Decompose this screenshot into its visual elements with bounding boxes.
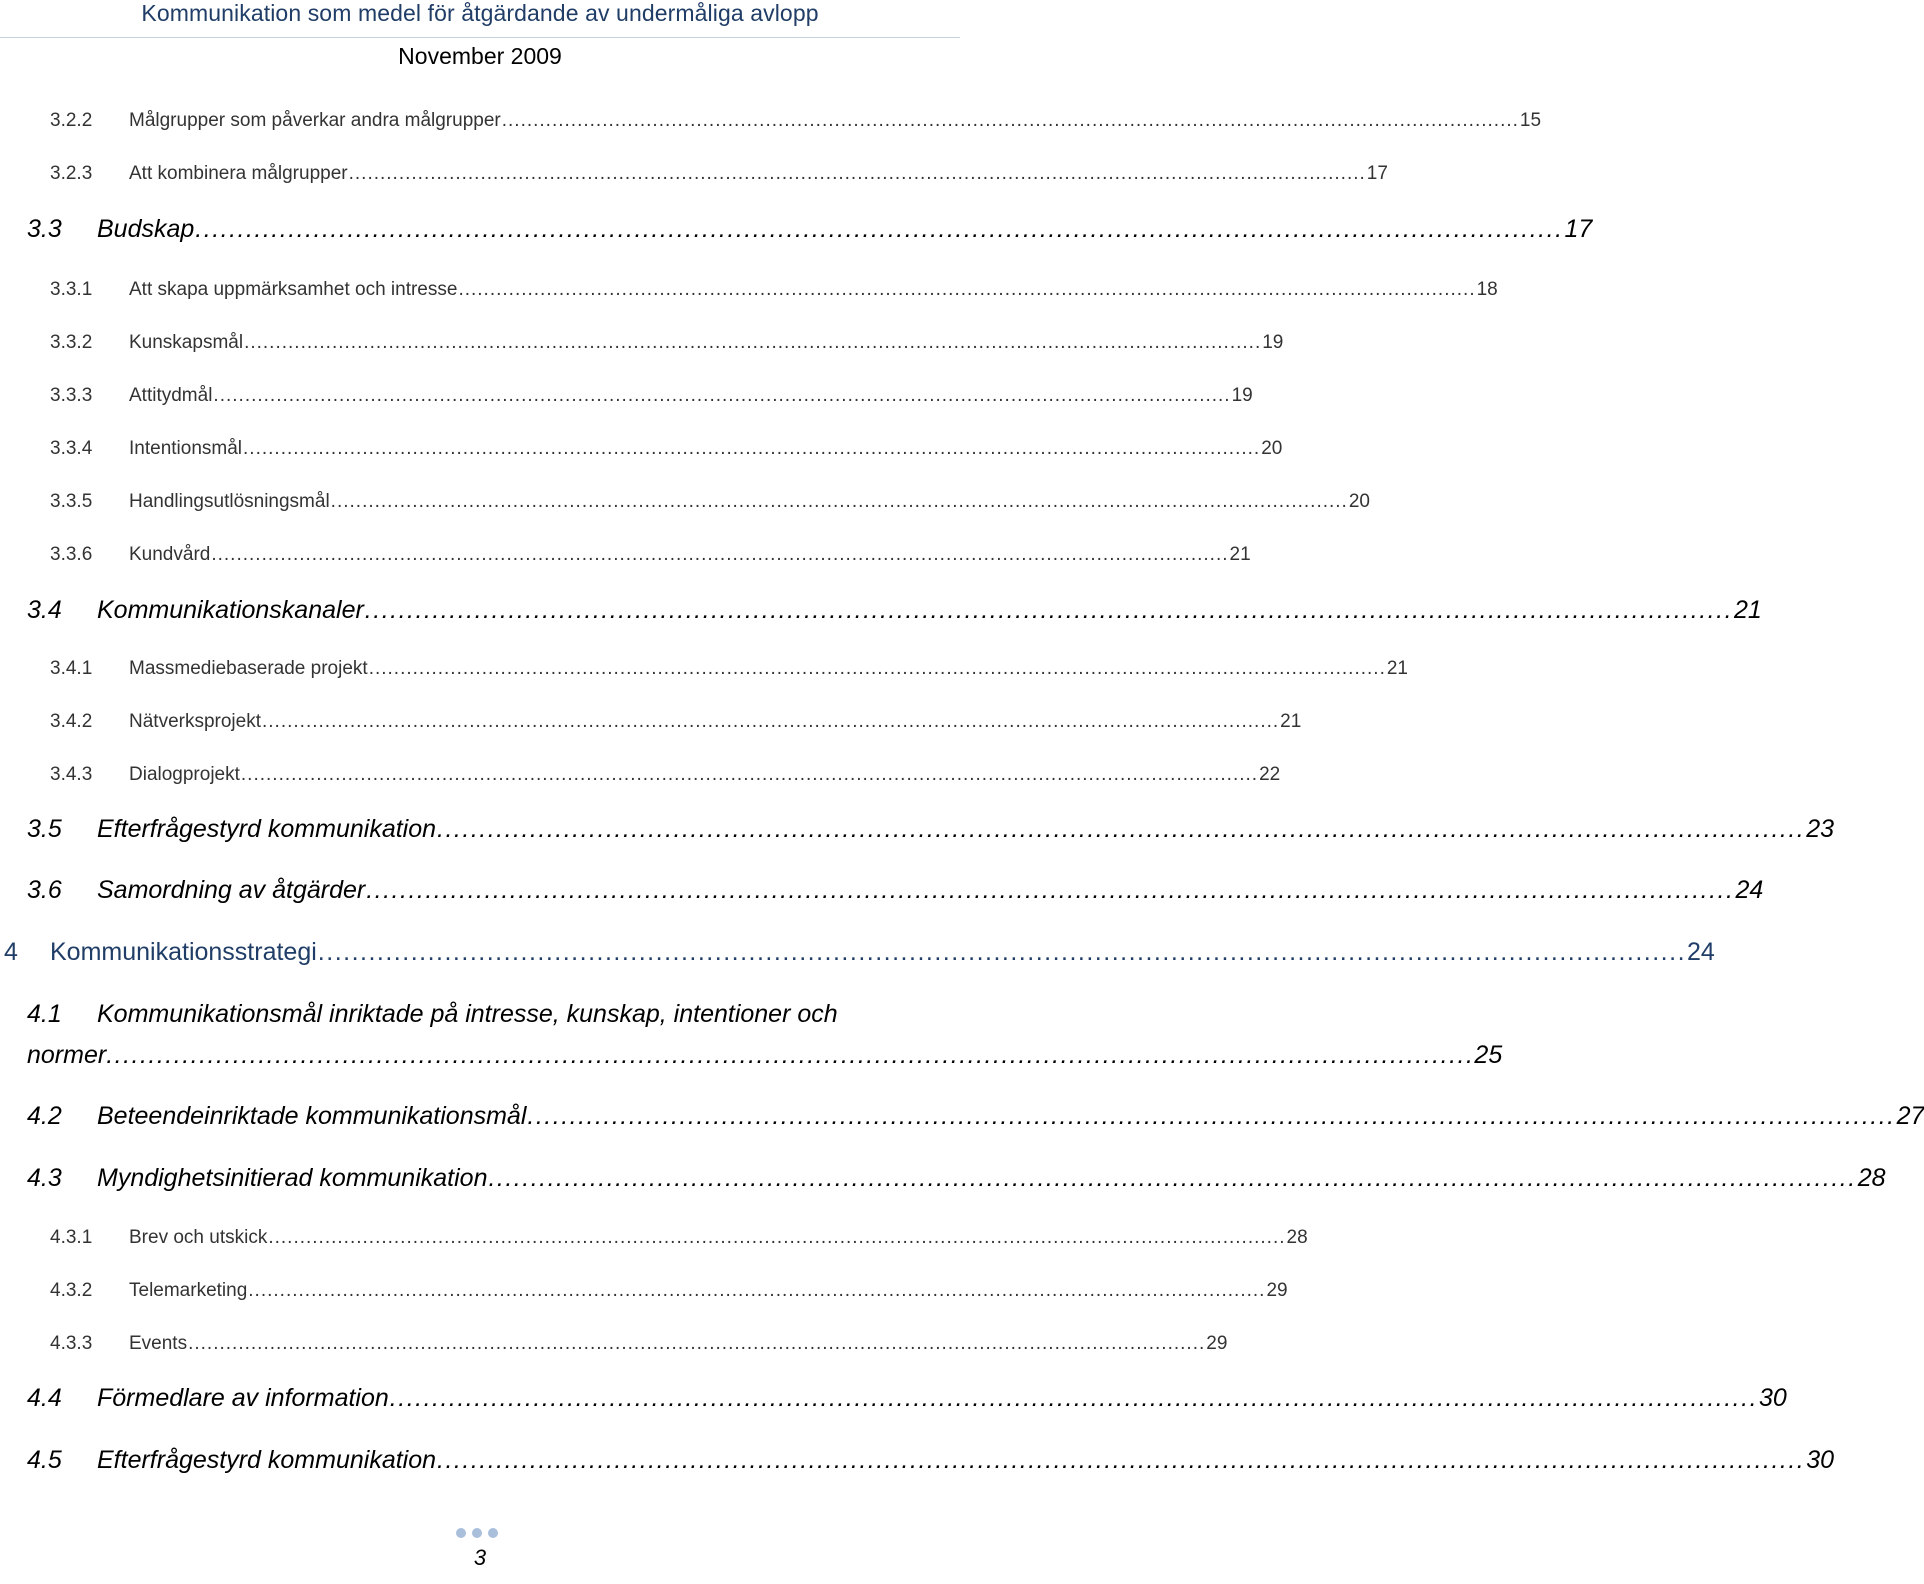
toc-entry[interactable] [50,332,1284,354]
toc-entry-label: Intentionsmål [129,438,243,459]
toc-entry-label: Nätverksprojekt [129,711,261,732]
toc-entry-number: 3.6 [27,876,62,904]
toc-entry-number: 3.3 [27,215,62,243]
toc-entry-label: Beteendeinriktade kommunikationsmål [97,1102,527,1130]
toc-entry[interactable] [50,438,1283,460]
toc-entry-page: 19 [1262,332,1284,353]
toc-leader-dots: .................................................................................................................................................................. [213,385,1231,406]
toc-entry[interactable] [27,815,1835,844]
toc-entry-page: 28 [1857,1164,1886,1192]
toc-entry-label: Dialogprojekt [129,764,240,785]
toc-leader-dots: .................................................................................................................................................................. [437,815,1806,843]
toc-entry-label: Brev och utskick [129,1227,268,1248]
toc-entry-label: Telemarketing [129,1280,248,1301]
toc-entry[interactable] [50,385,1253,407]
toc-entry-number: 3.2.3 [50,163,93,184]
toc-entry-label: Budskap [97,215,195,243]
toc-entry-number: 4.3.3 [50,1333,93,1354]
toc-entry-label: Events [129,1333,188,1354]
toc-entry-label: Förmedlare av information [97,1384,389,1412]
toc-leader-dots: .................................................................................................................................................................. [488,1164,1857,1192]
toc-entry-number: 3.5 [27,815,62,843]
toc-entry-number: 3.4.1 [50,658,93,679]
toc-entry-number: 4.1 [27,1000,62,1028]
toc-leader-dots: .................................................................................................................................................................. [330,491,1348,512]
toc-entry-number: 4.2 [27,1102,62,1130]
toc-entry-page: 17 [1366,163,1388,184]
toc-entry[interactable] [50,1227,1308,1249]
toc-entry[interactable] [27,215,1593,244]
toc-entry-page: 29 [1206,1333,1228,1354]
toc-entry-page: 30 [1806,1446,1835,1474]
toc-entry[interactable] [50,658,1408,680]
toc-leader-dots: .................................................................................................................................................................. [106,1041,1475,1069]
toc-entry-page: 21 [1280,711,1302,732]
toc-entry[interactable] [50,1333,1228,1355]
toc-leader-dots: .................................................................................................................................................................. [368,658,1386,679]
running-header [0,0,960,38]
toc-entry-label: Attitydmål [129,385,213,406]
toc-entry-page: 21 [1229,544,1251,565]
toc-entry[interactable] [50,711,1302,733]
toc-leader-dots: .................................................................................................................................................................. [243,438,1261,459]
toc-entry-label-continued: normer [27,1041,107,1069]
toc-entry-label: Kundvård [129,544,211,565]
toc-entry-label: Samordning av åtgärder [97,876,366,904]
toc-entry-page: 22 [1259,764,1281,785]
toc-leader-dots: .................................................................................................................................................................. [268,1227,1286,1248]
toc-entry-number: 4.3.2 [50,1280,93,1301]
toc-leader-dots: .................................................................................................................................................................. [244,332,1262,353]
footer-dot [472,1528,482,1538]
toc-entry-label: Efterfrågestyrd kommunikation [97,1446,437,1474]
toc-entry-number: 4.5 [27,1446,62,1474]
toc-entry-page: 17 [1564,215,1593,243]
toc-leader-dots: .................................................................................................................................................................. [437,1446,1806,1474]
toc-leader-dots: .................................................................................................................................................................. [248,1280,1266,1301]
toc-entry-page: 15 [1519,110,1542,131]
toc-entry-page: 20 [1348,491,1370,512]
toc-entry-page: 23 [1806,815,1835,843]
footer-dot [488,1528,498,1538]
toc-entry-label: Kunskapsmål [129,332,244,353]
toc-leader-dots: .................................................................................................................................................................. [188,1333,1206,1354]
toc-entry-number: 3.4 [27,596,62,624]
toc-entry[interactable] [27,596,1762,625]
toc-entry-label: Handlingsutlösningsmål [129,491,330,512]
toc-entry-page: 24 [1735,876,1764,904]
toc-leader-dots: .................................................................................................................................................................. [195,215,1564,243]
toc-entry-number: 3.4.3 [50,764,93,785]
toc-entry-number: 4.3 [27,1164,62,1192]
toc-entry-page: 28 [1286,1227,1308,1248]
toc-entry-label: Att kombinera målgrupper [129,163,348,184]
toc-entry-number: 3.3.2 [50,332,93,353]
toc-entry-number: 3.2.2 [50,110,93,131]
footer-dot [456,1528,466,1538]
toc-leader-dots: .................................................................................................................................................................. [458,279,1476,300]
toc-entry[interactable] [27,1000,1503,1070]
toc-entry-page: 21 [1734,596,1762,624]
toc-entry-label: Efterfrågestyrd kommunikation [97,815,437,843]
toc-entry-label: Kommunikationskanaler [97,596,364,624]
toc-leader-dots: .................................................................................................................................................................. [211,544,1229,565]
toc-entry[interactable] [27,1384,1787,1413]
toc-leader-dots: .................................................................................................................................................................. [389,1384,1759,1412]
toc-entry[interactable] [27,1102,1924,1131]
toc-entry[interactable] [50,163,1388,185]
toc-entry[interactable] [27,876,1764,905]
toc-entry-page: 19 [1231,385,1253,406]
document-date: November 2009 [398,43,562,69]
toc-entry[interactable] [27,1446,1835,1475]
toc-entry-label: Målgrupper som påverkar andra målgrupper [129,110,501,131]
toc-entry-page: 24 [1687,938,1715,966]
toc-entry-label: Att skapa uppmärksamhet och intresse [129,279,458,300]
toc-leader-dots: .................................................................................................................................................................. [262,711,1280,732]
toc-entry-page: 30 [1759,1384,1787,1412]
toc-leader-dots: .................................................................................................................................................................. [317,938,1687,966]
toc-leader-dots: .................................................................................................................................................................. [364,596,1734,624]
document-title: Kommunikation som medel för åtgärdande av undermåliga avlopp [141,0,819,26]
toc-entry-number: 4.3.1 [50,1227,93,1248]
toc-entry-number: 3.4.2 [50,711,93,732]
toc-entry[interactable] [50,1280,1288,1302]
toc-leader-dots: .................................................................................................................................................................. [527,1102,1896,1130]
toc-entry-label: Kommunikationsmål inriktade på intresse, kunskap, intentioner och [97,1000,838,1028]
toc-leader-dots: .................................................................................................................................................................. [366,876,1735,904]
toc-entry-page: 20 [1261,438,1283,459]
toc-entry-label: Kommunikationsstrategi [50,938,317,966]
toc-entry-label: Myndighetsinitierad kommunikation [97,1164,488,1192]
toc-entry-page: 18 [1476,279,1498,300]
toc-entry-number: 3.3.3 [50,385,93,406]
toc-entry-number: 3.3.4 [50,438,93,459]
toc-entry[interactable] [4,938,1715,967]
toc-entry-page: 21 [1386,658,1408,679]
toc-entry[interactable] [27,1164,1886,1193]
toc-entry[interactable] [50,544,1251,566]
toc-leader-dots: .................................................................................................................................................................. [240,764,1259,785]
toc-entry-number: 4.4 [27,1384,62,1412]
footer-ornament-dots [456,1528,498,1538]
toc-entry-page: 29 [1266,1280,1288,1301]
toc-entry[interactable] [50,764,1281,786]
toc-entry-number: 3.3.1 [50,279,93,300]
toc-entry-page: 25 [1474,1041,1503,1069]
toc-entry-page: 27 [1896,1102,1924,1130]
toc-entry-number: 3.3.5 [50,491,93,512]
page-number: 3 [473,1545,487,1570]
toc-entry[interactable] [50,279,1498,301]
toc-entry-number: 4 [4,938,18,966]
toc-entry-number: 3.3.6 [50,544,93,565]
toc-entry-label: Massmediebaserade projekt [129,658,368,679]
toc-leader-dots: .................................................................................................................................................................. [501,110,1519,131]
toc-entry[interactable] [50,110,1542,132]
toc-entry[interactable] [50,491,1370,513]
toc-leader-dots: .................................................................................................................................................................. [348,163,1366,184]
